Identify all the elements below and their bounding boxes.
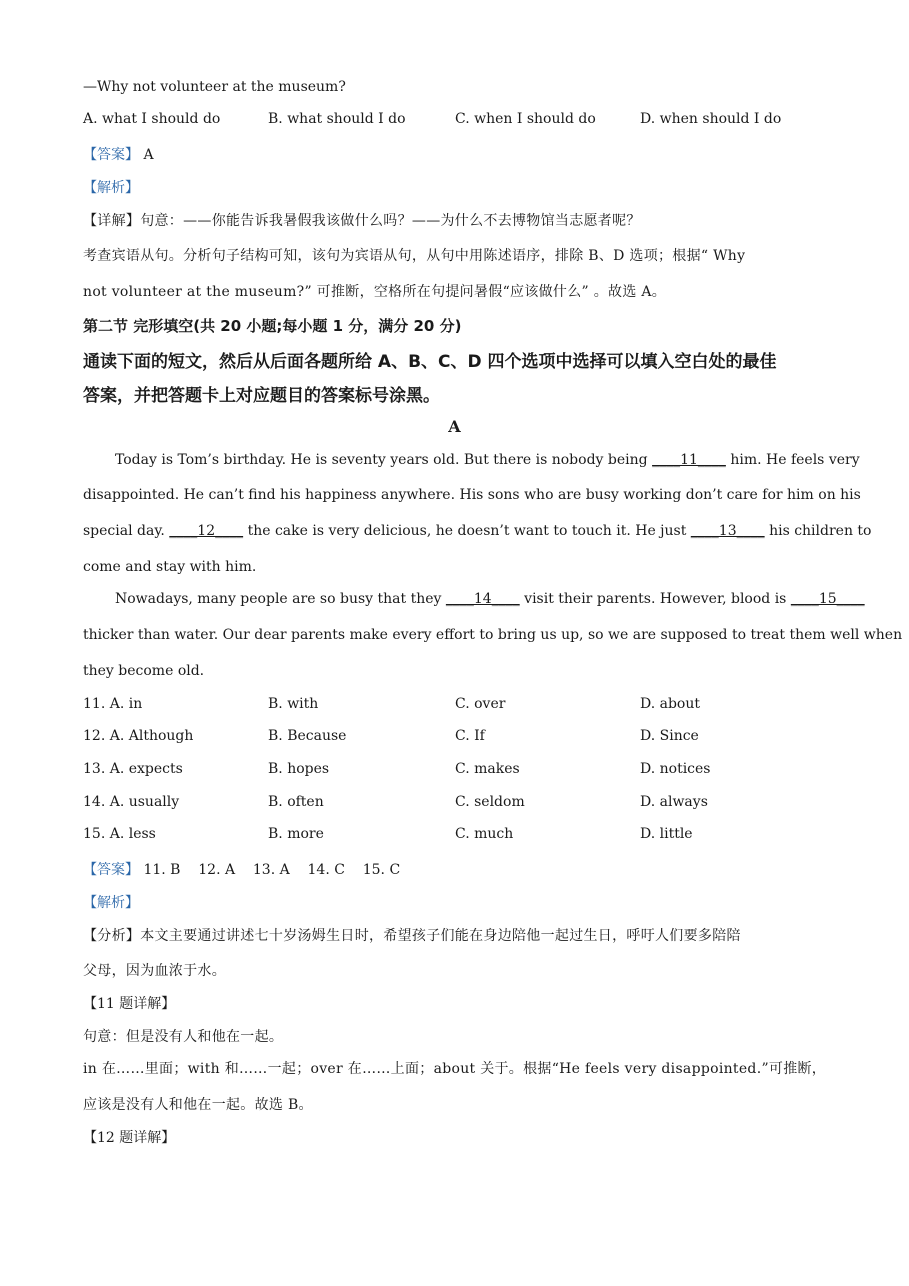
passage-text: him. He feels very bbox=[725, 452, 860, 468]
instruction-line-1: 通读下面的短文，然后从后面各题所给 A、B、C、D 四个选项中选择可以填入空白处的最佳 bbox=[83, 352, 777, 372]
q14-option-d: D. always bbox=[640, 794, 708, 810]
passage-line bbox=[115, 452, 860, 468]
option-c: C. when I should do bbox=[455, 111, 596, 127]
q12-option-b: B. Because bbox=[268, 728, 347, 744]
blank-12: ____12____ bbox=[169, 523, 244, 539]
q12-option-a: 12. A. Although bbox=[83, 728, 194, 744]
passage-line: come and stay with him. bbox=[83, 559, 257, 575]
q13-option-b: B. hopes bbox=[268, 761, 330, 777]
detail-12-tag: 【12 题详解】 bbox=[83, 1130, 176, 1146]
detail-11-line-2: in 在……里面；with 和……一起；over 在……上面；about 关于。根据“He feels very disappointed.”可推断， bbox=[83, 1061, 827, 1077]
answer-tag: 【答案】 bbox=[83, 147, 139, 163]
summary-line-1: 【分析】本文主要通过讲述七十岁汤姆生日时，希望孩子们能在身边陪他一起过生日，呼吁人们要多陪陪 bbox=[83, 928, 741, 944]
explanation-line-2: not volunteer at the museum?” 可推断，空格所在句提问暑假“应该做什么” 。故选 A。 bbox=[83, 284, 667, 300]
passage-text: the cake is very delicious, he doesn’t want to touch it. He just bbox=[243, 523, 691, 539]
answers-values: 11. B 12. A 13. A 14. C 15. C bbox=[143, 862, 401, 878]
detail-tag: 【详解】 bbox=[83, 213, 141, 229]
q12-option-c: C. If bbox=[455, 728, 485, 744]
passage-text: special day. bbox=[83, 523, 170, 539]
section-heading: 第二节 完形填空(共 20 小题;每小题 1 分，满分 20 分) bbox=[83, 317, 462, 335]
detail-line bbox=[83, 210, 641, 230]
answer-value: A bbox=[143, 147, 154, 163]
passage-line: disappointed. He can’t find his happiness anywhere. His sons who are busy working don’t care for him on his bbox=[83, 487, 861, 503]
q14-option-a: 14. A. usually bbox=[83, 794, 180, 810]
analysis-tag: 【解析】 bbox=[83, 180, 139, 196]
detail-text: 句意：——你能告诉我暑假我该做什么吗？——为什么不去博物馆当志愿者呢？ bbox=[140, 213, 641, 229]
blank-14: ____14____ bbox=[445, 591, 520, 607]
q15-option-c: C. much bbox=[455, 826, 514, 842]
blank-13: ____13____ bbox=[690, 523, 765, 539]
passage-text: visit their parents. However, blood is bbox=[519, 591, 791, 607]
q13-option-d: D. notices bbox=[640, 761, 711, 777]
q15-option-a: 15. A. less bbox=[83, 826, 156, 842]
detail-11-line-1: 句意：但是没有人和他在一起。 bbox=[83, 1029, 284, 1045]
passage-text: Nowadays, many people are so busy that they bbox=[115, 591, 446, 607]
summary-line-2: 父母，因为血浓于水。 bbox=[83, 963, 226, 979]
passage-line: thicker than water. Our dear parents make every effort to bring us up, so we are supposed to treat them well when bbox=[83, 627, 903, 643]
detail-11-tag: 【11 题详解】 bbox=[83, 996, 176, 1012]
analysis-tag: 【解析】 bbox=[83, 895, 139, 911]
q15-option-b: B. more bbox=[268, 826, 324, 842]
passage-line: they become old. bbox=[83, 663, 205, 679]
answers-line bbox=[83, 859, 400, 879]
detail-11-line-3: 应该是没有人和他在一起。故选 B。 bbox=[83, 1097, 313, 1113]
explanation-line-1: 考查宾语从句。分析句子结构可知，该句为宾语从句，从句中用陈述语序，排除 B、D 选项；根据“ Why bbox=[83, 248, 746, 264]
q14-option-b: B. often bbox=[268, 794, 324, 810]
q11-option-c: C. over bbox=[455, 696, 506, 712]
option-b: B. what should I do bbox=[268, 111, 406, 127]
q15-option-d: D. little bbox=[640, 826, 693, 842]
passage-label: A bbox=[448, 417, 461, 436]
option-d: D. when should I do bbox=[640, 111, 782, 127]
option-a: A. what I should do bbox=[83, 111, 221, 127]
q13-option-a: 13. A. expects bbox=[83, 761, 183, 777]
passage-line bbox=[115, 591, 865, 607]
q11-option-d: D. about bbox=[640, 696, 701, 712]
q12-option-d: D. Since bbox=[640, 728, 699, 744]
passage-text: Today is Tom’s birthday. He is seventy years old. But there is nobody being bbox=[115, 452, 653, 468]
question-stem: —Why not volunteer at the museum? bbox=[83, 79, 346, 95]
q11-option-b: B. with bbox=[268, 696, 319, 712]
q11-option-a: 11. A. in bbox=[83, 696, 143, 712]
passage-line bbox=[83, 523, 871, 539]
q14-option-c: C. seldom bbox=[455, 794, 525, 810]
answer-line bbox=[83, 144, 154, 164]
blank-11: ____11____ bbox=[652, 452, 726, 468]
instruction-line-2: 答案，并把答题卡上对应题目的答案标号涂黑。 bbox=[83, 386, 440, 406]
passage-text: his children to bbox=[764, 523, 872, 539]
blank-15: ____15____ bbox=[790, 591, 865, 607]
q13-option-c: C. makes bbox=[455, 761, 520, 777]
answers-tag: 【答案】 bbox=[83, 862, 139, 878]
